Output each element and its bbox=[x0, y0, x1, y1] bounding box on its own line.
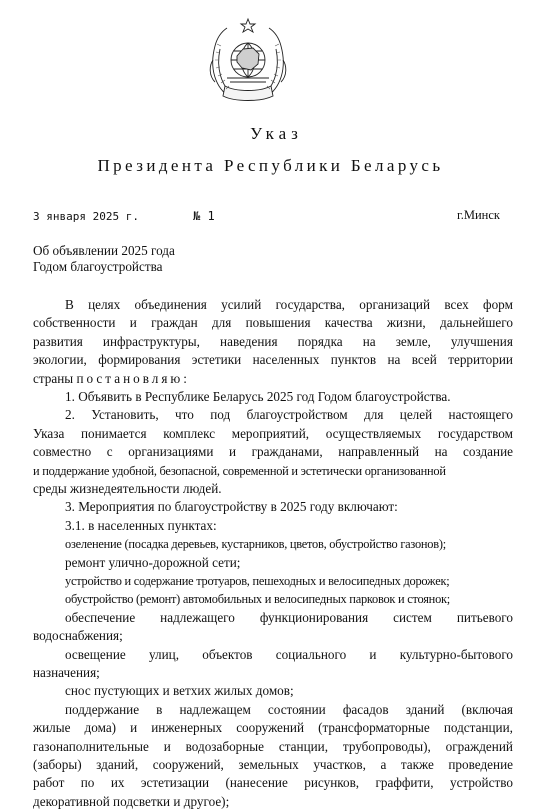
text-line: и поддержание удобной, безопасной, современной и эстетически организованной bbox=[33, 463, 446, 478]
word: территории bbox=[448, 352, 513, 368]
word: 2. bbox=[65, 407, 75, 423]
word: социального bbox=[275, 646, 347, 662]
word: дома) bbox=[84, 720, 117, 736]
text-line bbox=[33, 406, 513, 424]
text-line: 3.1. в населенных пунктах: bbox=[65, 517, 217, 533]
text-line: 3. Мероприятия по благоустройству в 2025 году включают: bbox=[65, 499, 398, 515]
word: дальнейшего bbox=[439, 315, 513, 331]
word: работ bbox=[33, 775, 65, 791]
document-issuer: Президента Республики Беларусь bbox=[97, 156, 444, 175]
text-line bbox=[33, 609, 513, 627]
word: совместно bbox=[33, 444, 92, 460]
word: форм bbox=[483, 297, 513, 312]
word: В bbox=[65, 297, 74, 312]
word: поддержание bbox=[65, 701, 140, 717]
word: сооружений, bbox=[152, 756, 224, 772]
word: сооружений bbox=[236, 720, 305, 736]
word: состоянии bbox=[267, 701, 326, 717]
word: всех bbox=[444, 297, 469, 312]
document-date: 3 января 2025 г. bbox=[33, 210, 139, 223]
word: целях bbox=[88, 297, 121, 312]
word: организациями bbox=[128, 444, 214, 460]
text-line: декоративной подсветки и другое); bbox=[33, 793, 230, 809]
word: фасадов bbox=[342, 701, 389, 717]
word: и bbox=[228, 444, 237, 460]
word: земле, bbox=[395, 333, 431, 349]
document-number: № 1 bbox=[193, 209, 215, 223]
word: создание bbox=[463, 444, 513, 460]
word: ограждений bbox=[445, 738, 513, 754]
text-line: водоснабжения; bbox=[33, 628, 123, 644]
word: формирования bbox=[98, 352, 181, 368]
word: Указа bbox=[33, 425, 65, 441]
text-line bbox=[33, 425, 513, 443]
word: экологии, bbox=[33, 352, 87, 368]
word: питьевого bbox=[456, 609, 513, 625]
word: рисунков, bbox=[304, 775, 360, 791]
word: осуществляемых bbox=[325, 425, 422, 441]
word: инфраструктуры, bbox=[102, 333, 200, 349]
word: гражданами, bbox=[251, 444, 323, 460]
text-line bbox=[33, 774, 513, 792]
word: наведения bbox=[220, 333, 278, 349]
word: а bbox=[380, 756, 387, 772]
word: подстанции, bbox=[443, 720, 513, 736]
text-line: устройство и содержание тротуаров, пешеходных и велосипедных дорожек; bbox=[65, 573, 450, 588]
word: надлежащего bbox=[160, 609, 235, 625]
text-line: обустройство (ремонт) автомобильных и велосипедных парковок и стоянок; bbox=[65, 592, 450, 607]
word: комплекс bbox=[163, 425, 216, 441]
word: с bbox=[106, 444, 113, 460]
word: по bbox=[80, 775, 95, 791]
word: (нанесение bbox=[225, 775, 288, 791]
word: государством bbox=[437, 425, 513, 441]
word: газонаполнительные bbox=[33, 738, 149, 754]
word: станции, bbox=[278, 738, 329, 754]
word: трубопроводы), bbox=[342, 738, 431, 754]
word: государства, bbox=[275, 297, 345, 312]
text-line bbox=[33, 738, 513, 756]
word: и bbox=[130, 720, 138, 736]
word: культурно-бытового bbox=[399, 646, 513, 662]
word: граффити, bbox=[375, 775, 434, 791]
word: на bbox=[387, 352, 401, 368]
word: благоустройством bbox=[246, 407, 348, 423]
subject-line: Годом благоустройства bbox=[33, 259, 163, 274]
word: мероприятий, bbox=[231, 425, 310, 441]
word: надлежащем bbox=[179, 701, 251, 717]
word: на bbox=[434, 444, 448, 460]
word: организаций bbox=[359, 297, 431, 312]
word: Установить, bbox=[91, 407, 159, 423]
text-line: 1. Объявить в Республике Беларусь 2025 год Годом благоустройства. bbox=[65, 389, 451, 405]
word: населенных bbox=[252, 352, 320, 368]
document-type: Указ bbox=[250, 124, 303, 143]
document-body bbox=[33, 296, 513, 811]
word: улучшения bbox=[450, 333, 513, 349]
word: развития bbox=[33, 333, 83, 349]
word: повышения bbox=[245, 315, 311, 331]
word: усилий bbox=[221, 297, 262, 312]
text-line: среды жизнедеятельности людей. bbox=[33, 481, 222, 497]
text-line: снос пустующих и ветхих жилых домов; bbox=[65, 683, 294, 699]
word: в bbox=[156, 701, 163, 717]
word: освещение bbox=[65, 646, 126, 662]
text-line bbox=[33, 646, 513, 664]
word: для bbox=[211, 315, 232, 331]
word: всей bbox=[411, 352, 437, 368]
document-city: г.Минск bbox=[457, 208, 500, 222]
word: функционирования bbox=[259, 609, 369, 625]
word: порядка bbox=[297, 333, 343, 349]
word: и bbox=[163, 738, 171, 754]
word: объектов bbox=[202, 646, 253, 662]
word: земельных bbox=[238, 756, 299, 772]
word: направленный bbox=[338, 444, 420, 460]
text-line bbox=[33, 370, 513, 388]
word: собственности bbox=[33, 315, 116, 331]
word: проведение bbox=[448, 756, 513, 772]
word: эстетики bbox=[191, 352, 242, 368]
word: жизни, bbox=[386, 315, 426, 331]
text-line bbox=[33, 333, 513, 351]
text-line bbox=[33, 351, 513, 369]
word: водозаборные bbox=[185, 738, 265, 754]
word: (трансформаторные bbox=[318, 720, 430, 736]
text-line bbox=[33, 314, 513, 332]
state-emblem-icon bbox=[201, 16, 295, 110]
decree-keyword: постановляю: bbox=[76, 370, 190, 386]
text-line bbox=[33, 443, 513, 461]
word: участков, bbox=[313, 756, 366, 772]
word: целей bbox=[399, 407, 433, 423]
word: настоящего bbox=[448, 407, 513, 423]
document-subject bbox=[33, 243, 175, 275]
text-line: озеленение (посадка деревьев, кустарников, цветов, обустройство газонов); bbox=[65, 537, 446, 552]
subject-line: Об объявлении 2025 года bbox=[33, 243, 175, 258]
text-line bbox=[33, 719, 513, 737]
text-line: назначения; bbox=[33, 664, 100, 680]
word: под bbox=[210, 407, 231, 423]
word: качества bbox=[324, 315, 373, 331]
word: также bbox=[400, 756, 434, 772]
text-line bbox=[33, 296, 513, 314]
word: систем bbox=[393, 609, 432, 625]
word: пунктов bbox=[330, 352, 377, 368]
text-line bbox=[33, 756, 513, 774]
word: зданий, bbox=[96, 756, 139, 772]
word: и bbox=[369, 646, 377, 662]
word: и bbox=[129, 315, 137, 331]
word: объединения bbox=[134, 297, 207, 312]
text-line: ремонт улично-дорожной сети; bbox=[65, 554, 241, 570]
word: (включая bbox=[461, 701, 513, 717]
word: зданий bbox=[405, 701, 445, 717]
word: для bbox=[364, 407, 384, 423]
word: улиц, bbox=[148, 646, 179, 662]
word: что bbox=[175, 407, 194, 423]
word: устройство bbox=[449, 775, 513, 791]
word: на bbox=[362, 333, 376, 349]
word: обеспечение bbox=[65, 609, 136, 625]
word: (заборы) bbox=[33, 756, 82, 772]
word: эстетизации bbox=[140, 775, 210, 791]
word: жилые bbox=[33, 720, 71, 736]
word: понимается bbox=[80, 425, 147, 441]
text-line bbox=[33, 701, 513, 719]
text-fragment: страны bbox=[33, 370, 74, 386]
word: граждан bbox=[151, 315, 198, 331]
word: их bbox=[110, 775, 125, 791]
word: инженерных bbox=[151, 720, 223, 736]
